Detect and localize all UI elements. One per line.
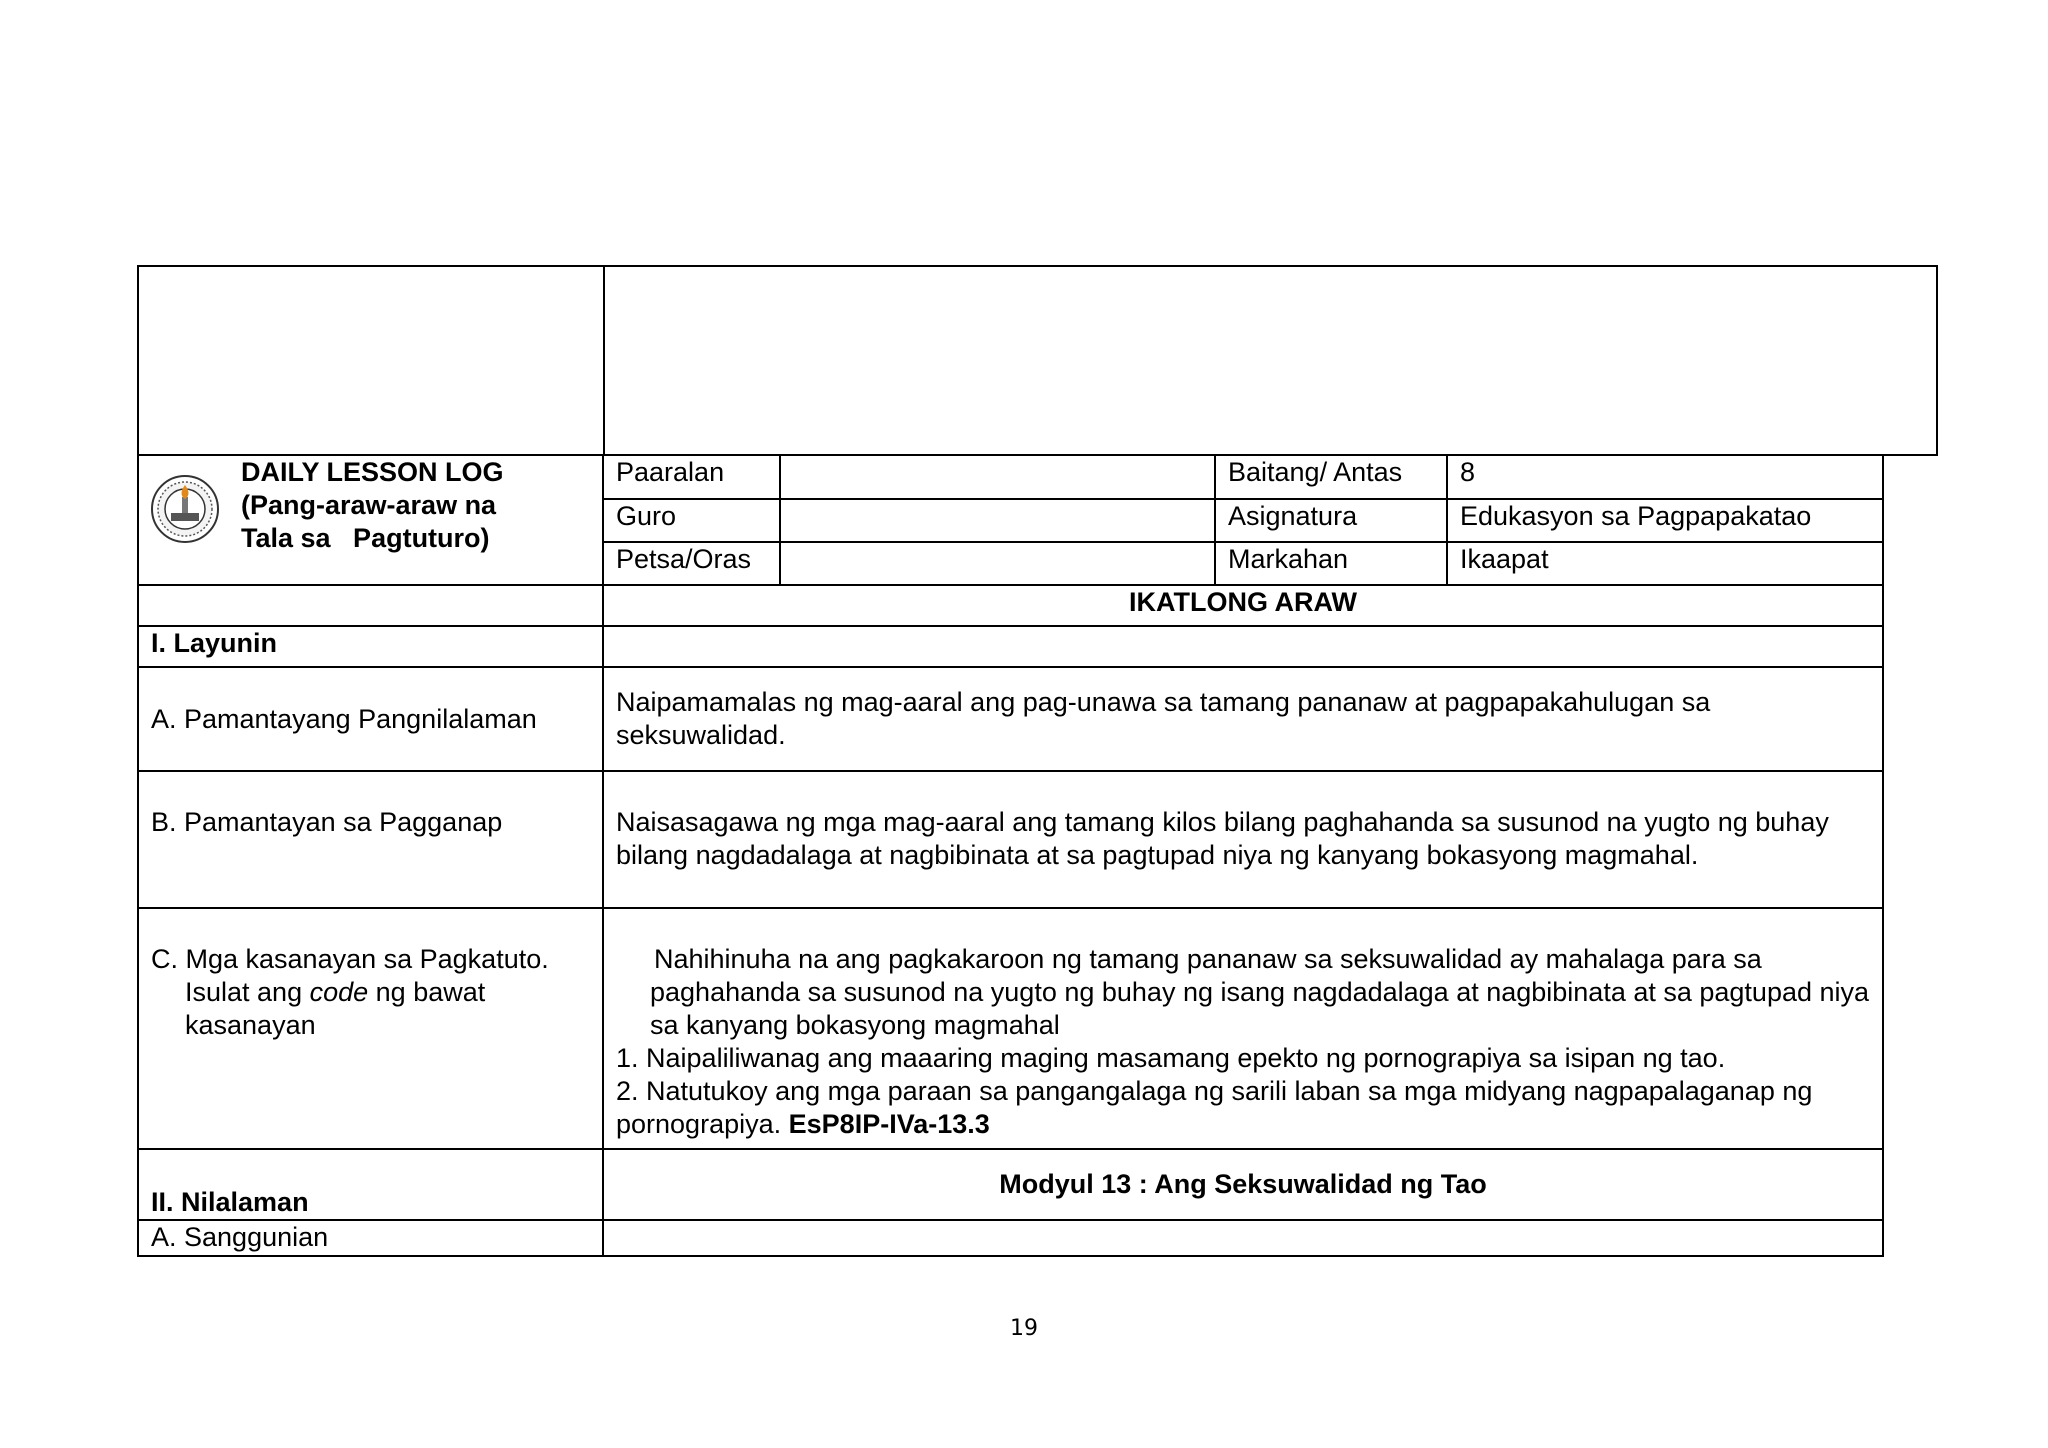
- baitang-value[interactable]: 8: [1447, 455, 1883, 499]
- kasanayan-label-code: code: [309, 977, 369, 1007]
- kasanayan-intro: Nahihinuha na ang pagkakaroon ng tamang pananaw sa seksuwalidad ay mahalaga para sa paghahanda sa susunod na yugto ng buhay ng isang nagdadalaga at nagbibinata at sa pagtupad niya sa kanyang bokasyong magmahal: [650, 944, 1870, 1040]
- layunin-content: [603, 626, 1883, 667]
- petsa-label: Petsa/Oras: [603, 542, 780, 585]
- guro-label: Guro: [603, 499, 780, 542]
- header-image-area: [137, 265, 1938, 456]
- title-line-1: DAILY LESSON LOG: [241, 457, 504, 487]
- paaralan-value[interactable]: [780, 455, 1215, 499]
- paaralan-label: Paaralan: [603, 455, 780, 499]
- deped-seal-icon: [149, 473, 221, 545]
- kasanayan-item-2: [616, 1075, 1870, 1141]
- layunin-label: I. Layunin: [138, 626, 603, 667]
- pamantayan-pagganap-text: Naisasagawa ng mga mag-aaral ang tamang kilos bilang paghahanda sa susunod na yugto ng buhay bilang nagdadalaga at nagbibinata at sa pagtupad niya ng kanyang bokasyong magmahal.: [603, 771, 1883, 908]
- petsa-value[interactable]: [780, 542, 1215, 585]
- markahan-value[interactable]: Ikaapat: [1447, 542, 1883, 585]
- title-cell: [138, 455, 603, 585]
- sanggunian-content: [603, 1220, 1883, 1256]
- markahan-label: Markahan: [1215, 542, 1447, 585]
- pamantayang-pangnilalaman-text: Naipamamalas ng mag-aaral ang pag-unawa sa tamang pananaw at pagpapakahulugan sa seksuwalidad.: [603, 667, 1883, 771]
- guro-value[interactable]: [780, 499, 1215, 542]
- daily-lesson-log-table: [137, 454, 1884, 1257]
- asignatura-value[interactable]: Edukasyon sa Pagpapakatao: [1447, 499, 1883, 542]
- competency-code: EsP8IP-IVa-13.3: [788, 1109, 990, 1139]
- title-line-3: Tala sa Pagtuturo): [241, 523, 490, 553]
- kasanayan-item-1: 1. Naipaliliwanag ang maaaring maging masamang epekto ng pornograpiya sa isipan ng tao.: [616, 1043, 1726, 1073]
- kasanayan-label-2c: ng bawat: [368, 977, 486, 1007]
- baitang-label: Baitang/ Antas: [1215, 455, 1447, 499]
- kasanayan-item-2-text: 2. Natutukoy ang mga paraan sa pangangalaga ng sarili laban sa mga midyang nagpapalaganap ng pornograpiya.: [616, 1076, 1813, 1139]
- kasanayan-label-2a: Isulat ang: [185, 977, 310, 1007]
- page-number: 19: [1010, 1316, 1038, 1341]
- pamantayang-pangnilalaman-label: A. Pamantayang Pangnilalaman: [138, 667, 603, 771]
- title-line-2: (Pang-araw-araw na: [241, 490, 497, 520]
- kasanayan-label-line3: kasanayan: [185, 1010, 316, 1040]
- day-heading: IKATLONG ARAW: [603, 585, 1883, 626]
- kasanayan-label-line1: C. Mga kasanayan sa Pagkatuto.: [151, 944, 549, 974]
- blank-label-cell: [138, 585, 603, 626]
- nilalaman-text: Modyul 13 : Ang Seksuwalidad ng Tao: [603, 1149, 1883, 1220]
- kasanayan-label-cell: [138, 908, 603, 1149]
- sanggunian-label: A. Sanggunian: [138, 1220, 603, 1256]
- nilalaman-label: II. Nilalaman: [138, 1149, 603, 1220]
- header-divider: [603, 267, 605, 454]
- pamantayan-pagganap-label: B. Pamantayan sa Pagganap: [138, 771, 603, 908]
- asignatura-label: Asignatura: [1215, 499, 1447, 542]
- lesson-log-title: [241, 456, 504, 555]
- kasanayan-label-line2: [151, 976, 590, 1009]
- kasanayan-content: [603, 908, 1883, 1149]
